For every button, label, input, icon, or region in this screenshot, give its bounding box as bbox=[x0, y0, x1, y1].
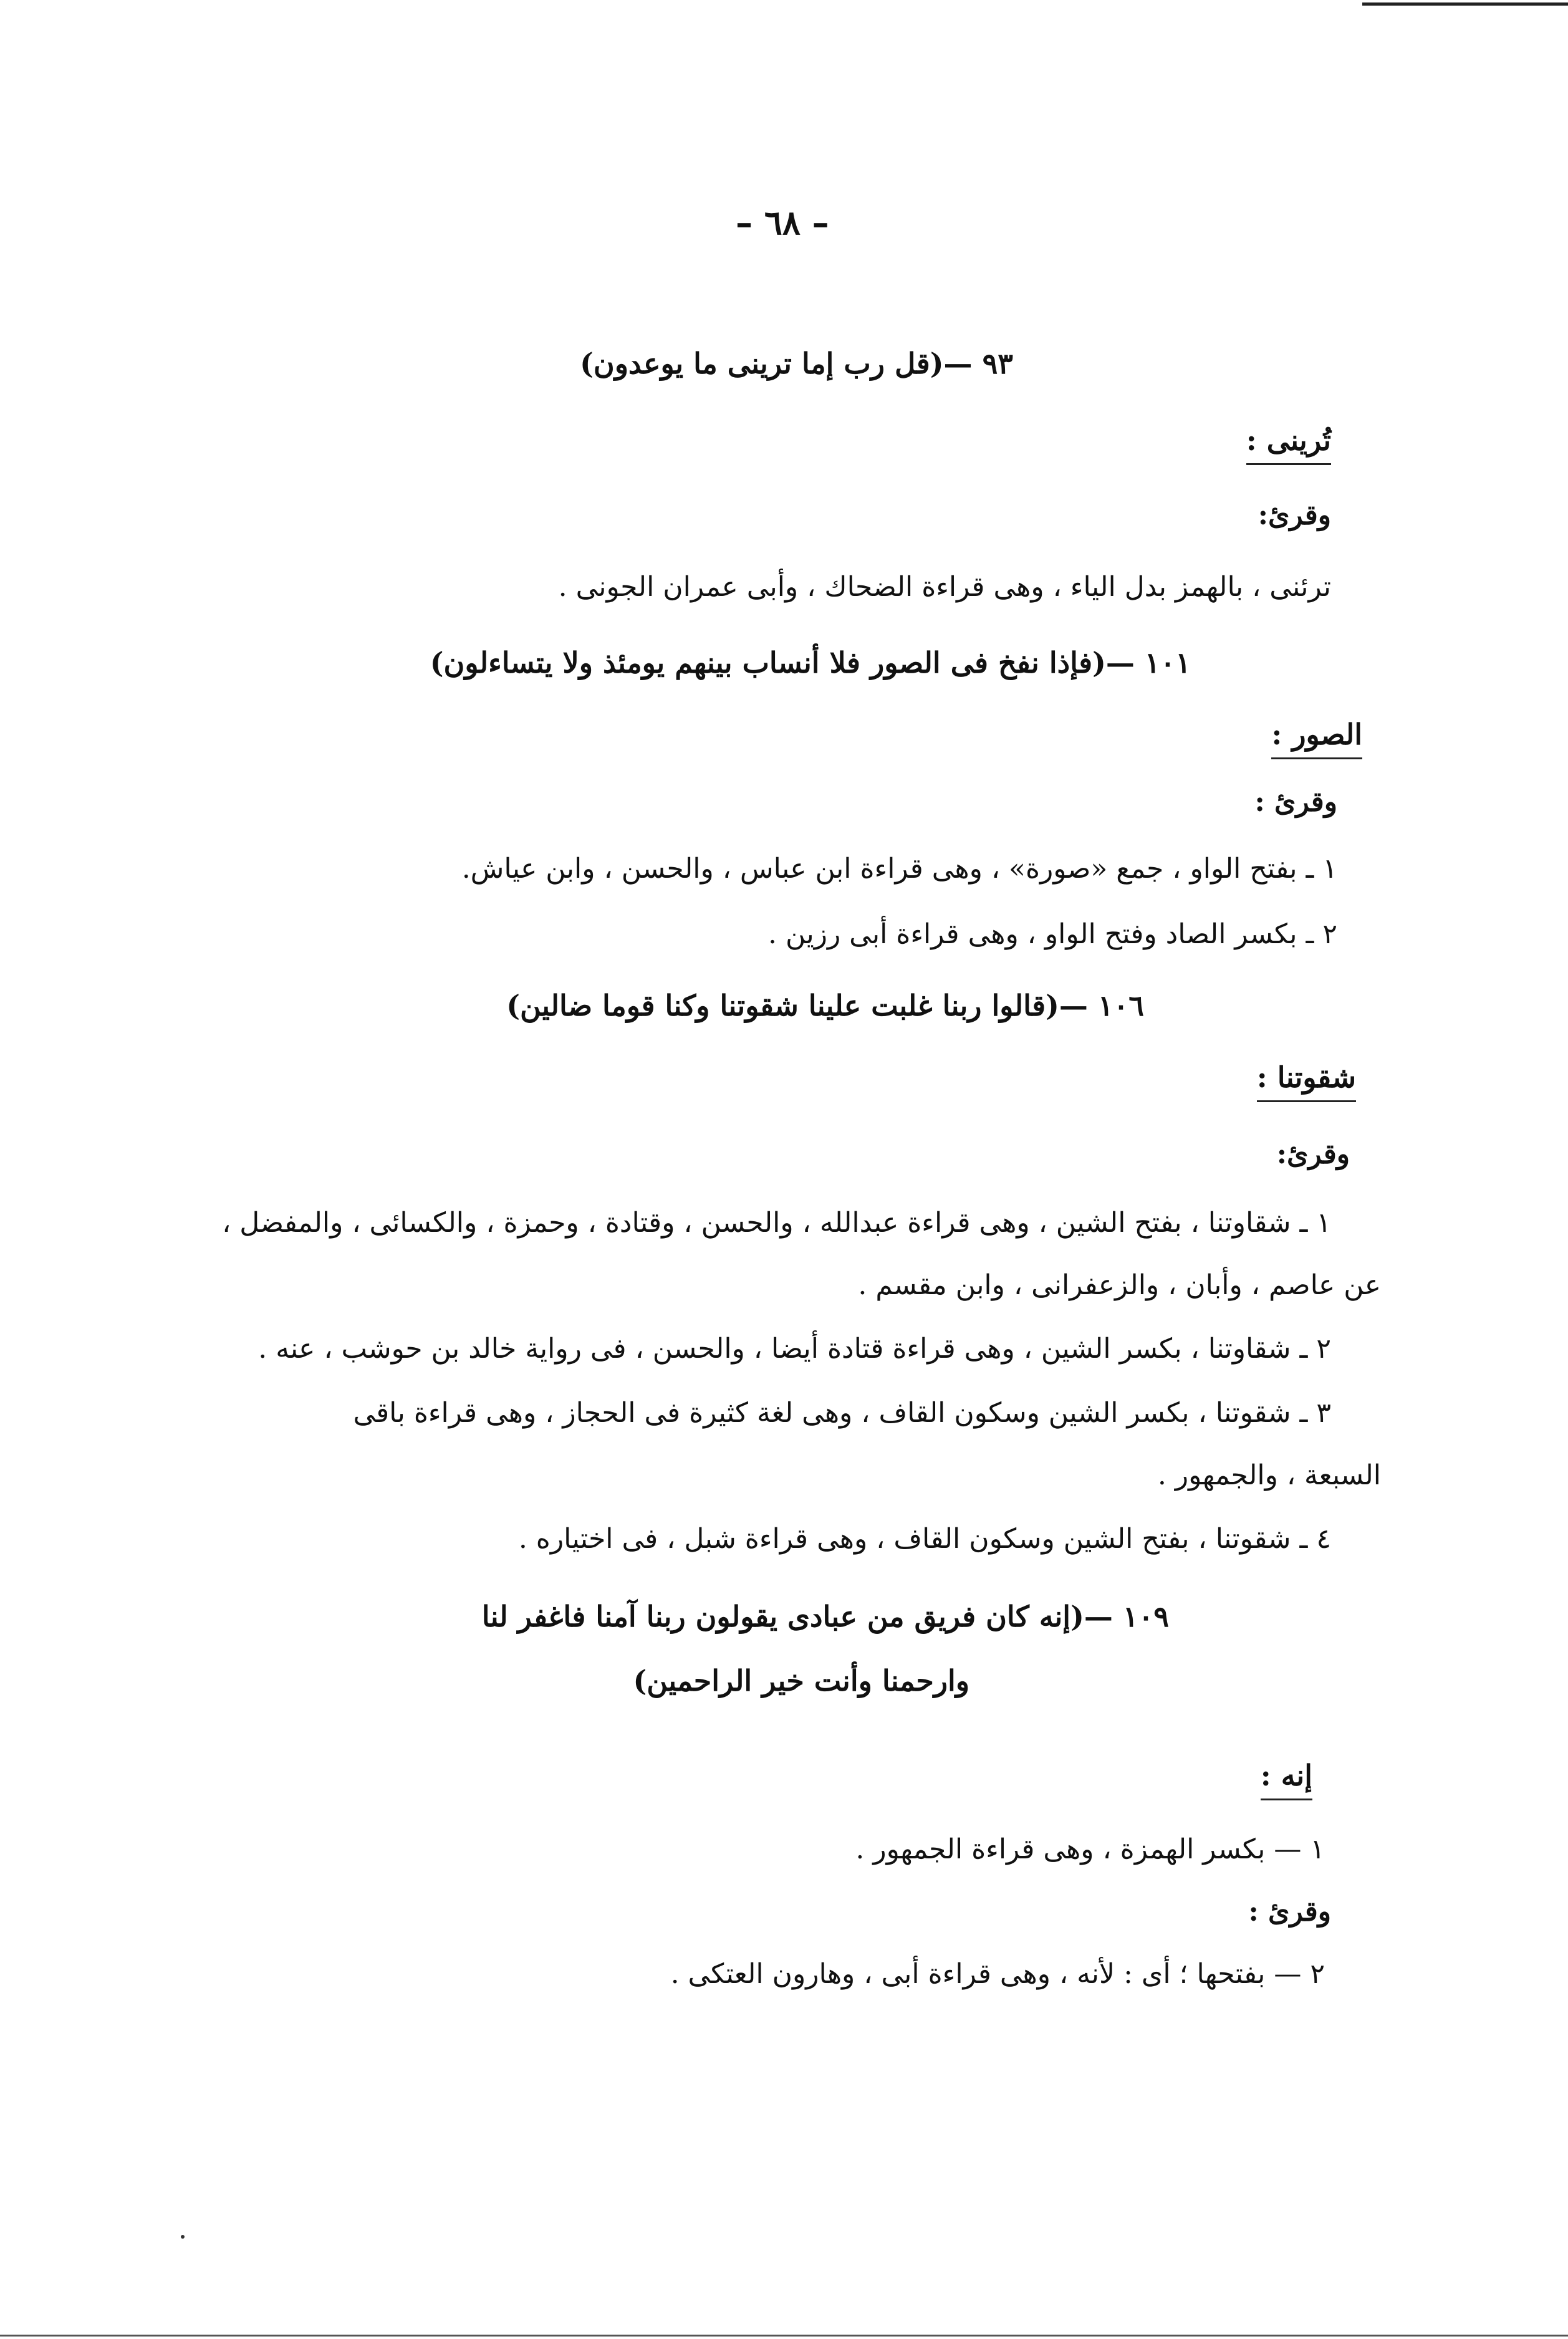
reading-4-2: ٢ — بفتحها ؛ أى : لأنه ، وهى قراءة أبى ، وهارون العتكى . bbox=[670, 1958, 1325, 1990]
reading-1: ترئنى ، بالهمز بدل الياء ، وهى قراءة الضحاك ، وأبى عمران الجونى . bbox=[558, 571, 1331, 603]
reading-3-3b: السبعة ، والجمهور . bbox=[1157, 1459, 1381, 1491]
heading-underline bbox=[1271, 757, 1362, 759]
wa-quria-4: وقرئ : bbox=[1248, 1896, 1331, 1928]
wa-quria-2: وقرئ : bbox=[1254, 786, 1337, 818]
reading-3-1b: عن عاصم ، وأبان ، والزعفرانى ، وابن مقسم . bbox=[858, 1269, 1381, 1301]
heading-innahu-label: إنه : bbox=[1260, 1759, 1312, 1792]
verse-109-line-1: ١٠٩ —(إنه كان فريق من عبادى يقولون ربنا آمنا فاغفر لنا bbox=[481, 1600, 1169, 1633]
heading-underline bbox=[1257, 1100, 1356, 1102]
heading-underline bbox=[1261, 1799, 1312, 1800]
reading-2-2: ٢ ـ بكسر الصاد وفتح الواو ، وهى قراءة أبى رزين . bbox=[767, 918, 1337, 950]
wa-quria-3: وقرئ: bbox=[1276, 1138, 1350, 1170]
heading-innahu bbox=[1261, 1761, 1312, 1800]
heading-sur-label: الصور : bbox=[1271, 718, 1362, 751]
reading-3-3a: ٣ ـ شقوتنا ، بكسر الشين وسكون القاف ، وهى لغة كثيرة فى الحجاز ، وهى قراءة باقى bbox=[353, 1397, 1331, 1429]
wa-quria-1: وقرئ: bbox=[1258, 499, 1331, 531]
verse-106: ١٠٦ —(قالوا ربنا غلبت علينا شقوتنا وكنا قوما ضالين) bbox=[506, 989, 1144, 1022]
reading-3-4: ٤ ـ شقوتنا ، بفتح الشين وسكون القاف ، وهى قراءة شبل ، فى اختياره . bbox=[518, 1523, 1331, 1555]
top-edge-rule bbox=[1362, 2, 1568, 6]
heading-turiyanni-label: تُرينى : bbox=[1246, 423, 1331, 457]
verse-101: ١٠١ —(فإذا نفخ فى الصور فلا أنساب بينهم يومئذ ولا يتساءلون) bbox=[430, 646, 1191, 680]
heading-shiqwatuna bbox=[1256, 1060, 1356, 1102]
page-number: – ٦٨ – bbox=[736, 203, 829, 243]
reading-4-1: ١ — بكسر الهمزة ، وهى قراءة الجمهور . bbox=[855, 1833, 1325, 1865]
heading-turiyanni bbox=[1246, 423, 1331, 465]
bottom-edge-rule bbox=[0, 2335, 1568, 2337]
reading-3-2: ٢ ـ شقاوتنا ، بكسر الشين ، وهى قراءة قتادة أيضا ، والحسن ، فى رواية خالد بن حوشب ، عنه . bbox=[258, 1333, 1331, 1365]
reading-2-1: ١ ـ بفتح الواو ، جمع «صورة» ، وهى قراءة ابن عباس ، والحسن ، وابن عياش. bbox=[461, 853, 1337, 885]
heading-underline bbox=[1246, 463, 1331, 465]
verse-109-line-2: وارحمنا وأنت خير الراحمين) bbox=[633, 1664, 969, 1698]
verse-93: ٩٣ —(قل رب إما ترينى ما يوعدون) bbox=[580, 347, 1013, 380]
reading-3-1a: ١ ـ شقاوتنا ، بفتح الشين ، وهى قراءة عبدالله ، والحسن ، وقتادة ، وحمزة ، والكسائى ، والمفضل ، bbox=[222, 1207, 1331, 1239]
stray-dot bbox=[181, 2235, 185, 2239]
heading-sur bbox=[1271, 720, 1362, 759]
heading-shiqwatuna-label: شقوتنا : bbox=[1256, 1060, 1356, 1094]
